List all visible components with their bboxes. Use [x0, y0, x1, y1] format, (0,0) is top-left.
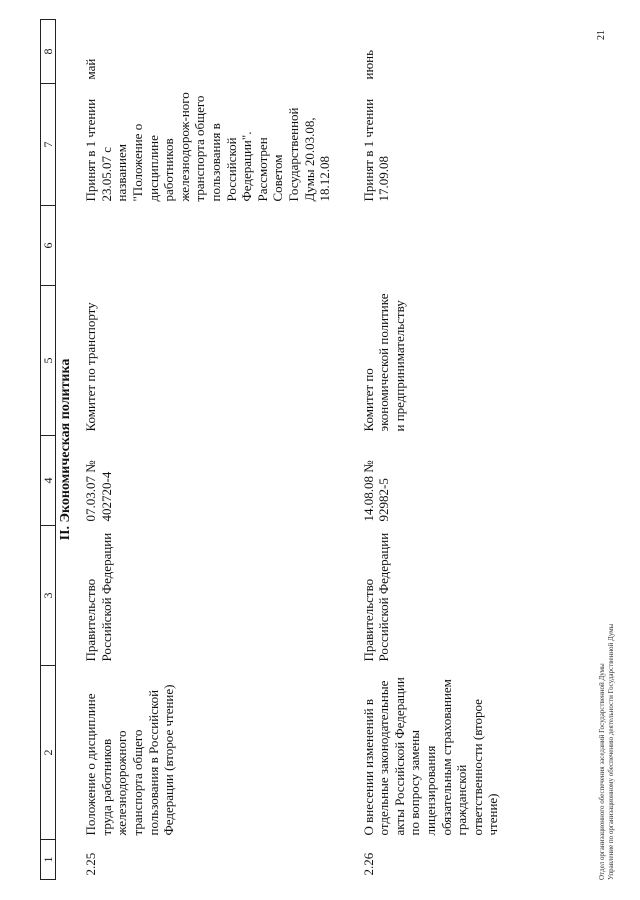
column-header-8: 8: [41, 20, 56, 84]
document-footer: [598, 624, 617, 880]
bill-date-registration: 14.08.08 № 92982-5: [360, 460, 392, 522]
bill-status: Принят в 1 чтении 17.09.08: [360, 98, 392, 202]
bill-title: Положение о дисциплине труда работников железнодорожного транспорта общего пользования в Российской Федерации (второе чтение): [83, 684, 177, 836]
column-header-1: 1: [41, 840, 56, 880]
column-header-2: 2: [41, 666, 56, 840]
column-header-5: 5: [41, 286, 56, 436]
bill-initiator: Правительство Российской Федерации: [360, 532, 392, 662]
footer-department-line: Отдел организационного обеспечения заседаний Государственной Думы: [598, 663, 606, 880]
column-6-cell: [79, 206, 357, 286]
row-number: 2.26: [360, 852, 376, 876]
table-row: [79, 20, 357, 880]
footer-administration-line: Управление по организационному обеспечению деятельности Государственной Думы: [607, 623, 616, 880]
row-number: 2.25: [83, 852, 99, 876]
column-6-cell: [357, 206, 504, 286]
bill-date-registration: 07.03.07 № 402720-4: [83, 460, 114, 522]
column-header-6: 6: [41, 206, 56, 286]
responsible-committee: Комитет по транспорту: [83, 302, 99, 432]
planned-month: июнь: [360, 49, 376, 80]
bill-initiator: Правительство Российской Федерации: [83, 532, 114, 662]
bill-title: О внесении изменений в отдельные законодательные акты Российской Федерации по вопросу замены лицензирования обязательным страхованием гражданской ответственности (второе чтение): [360, 677, 501, 836]
bill-status: Принят в 1 чтении 23.05.07 с названием "Положение о дисциплине работников железнодорож-ного транспорта общего пользования в Российской Федерации". Рассмотрен Советом Государственной Думы 20.03.08, 18.12.08: [83, 92, 333, 202]
section-row: [56, 20, 79, 880]
section-title: II. Экономическая политика: [58, 358, 74, 541]
column-header-4: 4: [41, 436, 56, 526]
page-number: 21: [596, 30, 607, 40]
legislation-table: [40, 19, 504, 880]
responsible-committee: Комитет по экономической политике и предпринимательству: [360, 293, 407, 432]
column-number-header-row: [41, 20, 56, 880]
column-header-3: 3: [41, 526, 56, 666]
column-header-7: 7: [41, 84, 56, 206]
table-row: [357, 20, 504, 880]
planned-month: май: [83, 58, 99, 80]
